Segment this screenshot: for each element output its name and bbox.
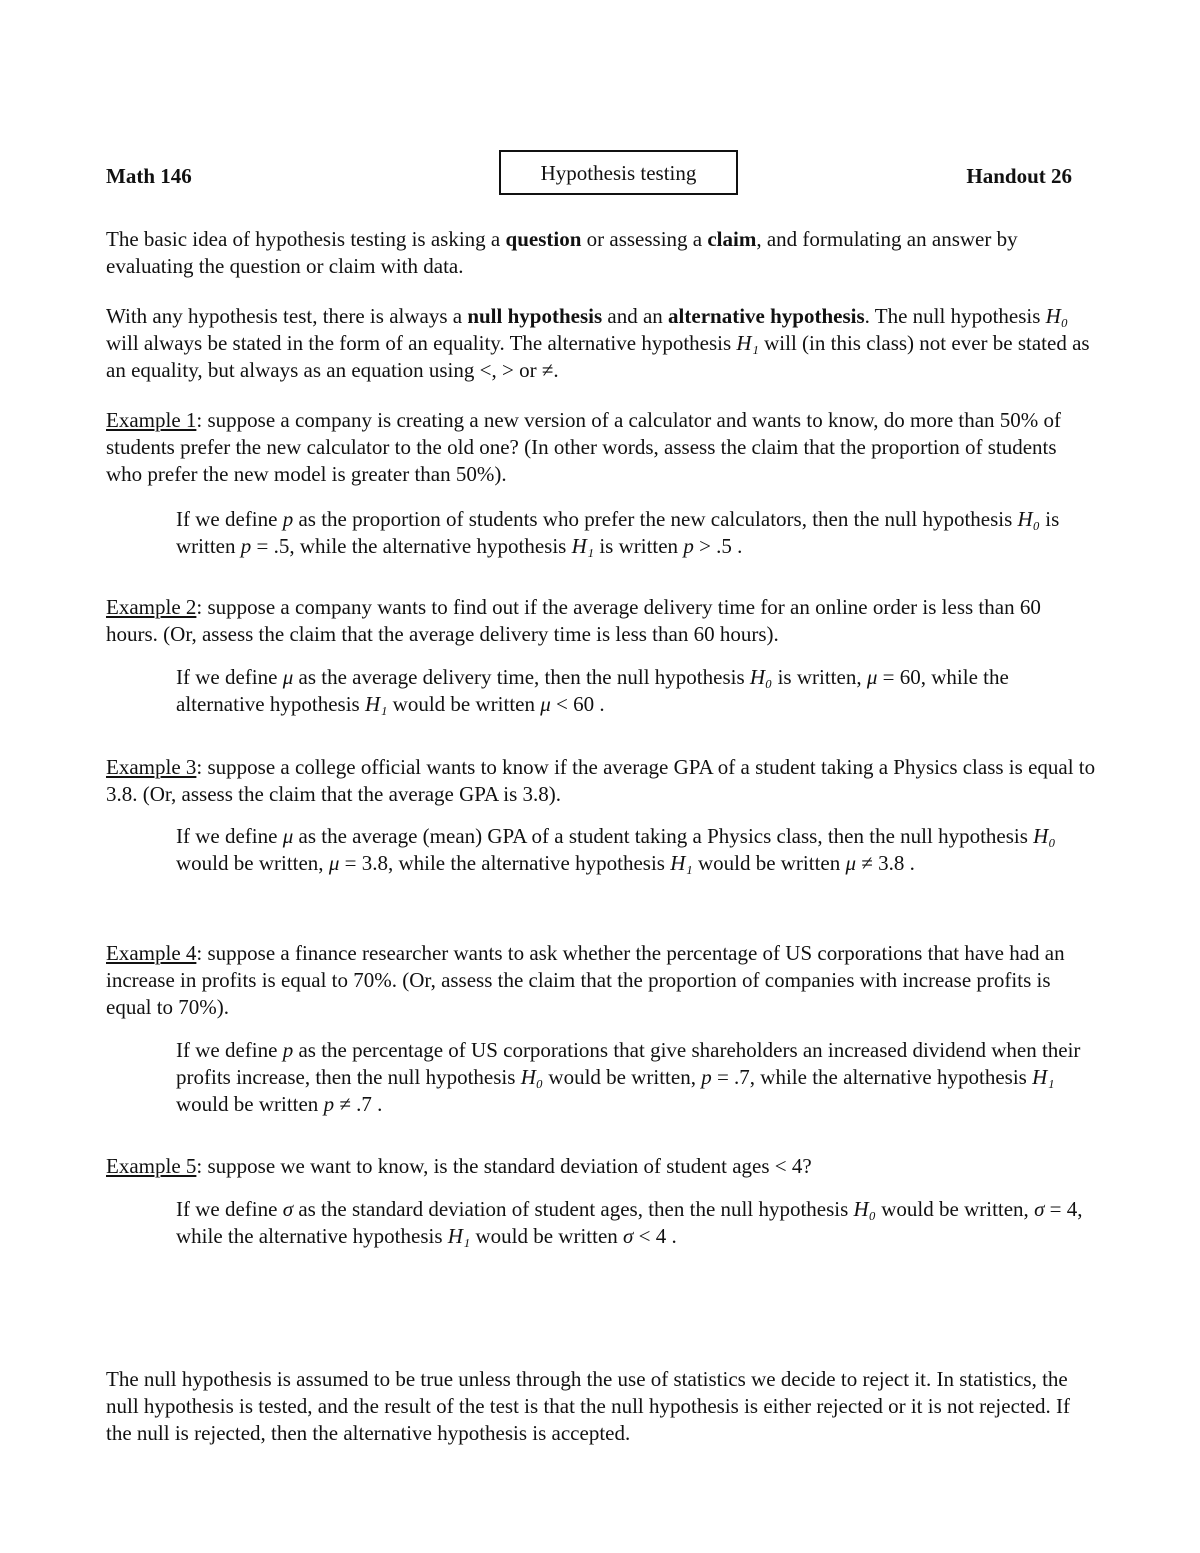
answer-text: = 60, while the alternative hypothesis — [176, 665, 1009, 716]
answer-text: would be written — [387, 692, 541, 716]
variable-symbol: σ — [623, 1224, 634, 1248]
example-2-answer — [176, 664, 1096, 718]
variable-symbol: μ — [328, 851, 340, 875]
example-3-question — [106, 754, 1096, 808]
answer-text: is written — [594, 534, 684, 558]
term-claim: claim — [707, 227, 757, 251]
term-null-hypothesis: null hypothesis — [467, 304, 603, 328]
answer-text: is written, — [772, 665, 867, 689]
answer-text: If we define — [176, 507, 283, 531]
variable-symbol: σ — [282, 1197, 294, 1221]
variable-symbol: μ — [282, 824, 294, 848]
intro-text: The basic idea of hypothesis testing is asking a — [106, 227, 506, 251]
variable-symbol: p — [282, 1038, 294, 1062]
variable-symbol: μ — [866, 665, 878, 689]
example-2-question — [106, 594, 1096, 648]
example-label: Example 2 — [106, 595, 197, 619]
example-label: Example 4 — [106, 941, 197, 965]
symbol-h0: H₀ — [1045, 304, 1069, 328]
example-1-question — [106, 407, 1096, 488]
document-title: Hypothesis testing — [499, 150, 738, 195]
course-name: Math 146 — [106, 164, 192, 188]
answer-text: as the proportion of students who prefer the new calculators, then the null hypothesis — [293, 507, 1018, 531]
example-text: : suppose we want to know, is the standard deviation of student ages < 4? — [196, 1154, 812, 1178]
symbol-h0: H₀ — [1033, 824, 1056, 848]
example-text: : suppose a college official wants to know if the average GPA of a student taking a Physics class is equal to 3.8. (Or, assess the claim that the average GPA is 3.8). — [106, 755, 1096, 806]
variable-symbol: p — [701, 1065, 712, 1089]
intro-text: will always be stated in the form of an equality. The alternative hypothesis — [106, 331, 737, 355]
intro-text: . The null hypothesis — [864, 304, 1046, 328]
answer-text: would be written, — [876, 1197, 1035, 1221]
symbol-h1: H₁ — [736, 331, 759, 355]
symbol-h0: H₀ — [853, 1197, 876, 1221]
answer-text: would be written — [692, 851, 846, 875]
answer-text: is written — [176, 507, 1060, 558]
answer-text: = 3.8, while the alternative hypothesis — [339, 851, 671, 875]
answer-text: If we define — [176, 1197, 283, 1221]
symbol-h1: H₁ — [1032, 1065, 1055, 1089]
intro-text: and an — [602, 304, 669, 328]
answer-text: < 4 . — [633, 1224, 677, 1248]
variable-symbol: p — [240, 534, 252, 558]
answer-text: If we define — [176, 665, 283, 689]
example-4-answer — [176, 1037, 1096, 1118]
intro-text: or assessing a — [581, 227, 708, 251]
answer-text: = 4, while the alternative hypothesis — [176, 1197, 1083, 1248]
example-text: : suppose a company wants to find out if the average delivery time for an online order is less than 60 hours. (Or, assess the claim that the average delivery time is less than 60 hours). — [106, 595, 1041, 646]
intro-text: , and formulating an answer by evaluating the question or claim with data. — [106, 227, 1018, 278]
symbol-h0: H₀ — [749, 665, 773, 689]
example-1-answer — [176, 506, 1096, 560]
example-label: Example 1 — [106, 408, 197, 432]
example-text: : suppose a company is creating a new version of a calculator and wants to know, do more than 50% of students prefer the new calculator to the old one? (In other words, assess the claim that the proportion of students who prefer the new model is greater than 50%). — [106, 408, 1062, 486]
intro-text: With any hypothesis test, there is always a — [106, 304, 468, 328]
handout-header — [106, 150, 1072, 200]
answer-text: ≠ 3.8 . — [856, 851, 915, 875]
answer-text: > .5 . — [693, 534, 743, 558]
answer-text: as the average (mean) GPA of a student taking a Physics class, then the null hypothesis — [293, 824, 1034, 848]
symbol-h1: H₁ — [670, 851, 693, 875]
example-4-question — [106, 940, 1096, 1021]
answer-text: would be written — [176, 1092, 324, 1116]
answer-text: = .7, while the alternative hypothesis — [711, 1065, 1033, 1089]
example-text: : suppose a finance researcher wants to ask whether the percentage of US corporations that have had an increase in profits is equal to 70%. (Or, assess the claim that the proportion of companies with increase profits is equal to 70%). — [106, 941, 1065, 1019]
intro-paragraph-1 — [106, 226, 1096, 280]
handout-number: Handout 26 — [966, 164, 1072, 188]
symbol-h0: H₀ — [520, 1065, 544, 1089]
answer-text: ≠ .7 . — [334, 1092, 383, 1116]
answer-text: would be written, — [543, 1065, 702, 1089]
example-3-answer — [176, 823, 1096, 877]
symbol-h1: H₁ — [447, 1224, 471, 1248]
term-alternative-hypothesis: alternative hypothesis — [668, 304, 865, 328]
example-5-question — [106, 1153, 1096, 1180]
intro-paragraph-2 — [106, 303, 1096, 384]
variable-symbol: μ — [540, 692, 551, 716]
symbol-h1: H₁ — [364, 692, 388, 716]
variable-symbol: σ — [1034, 1197, 1045, 1221]
answer-text: would be written — [470, 1224, 624, 1248]
symbol-h0: H₀ — [1017, 507, 1040, 531]
variable-symbol: p — [323, 1092, 335, 1116]
variable-symbol: μ — [282, 665, 294, 689]
answer-text: as the percentage of US corporations that give shareholders an increased dividend when their profits increase, then the null hypothesis — [176, 1038, 1081, 1089]
variable-symbol: μ — [845, 851, 857, 875]
answer-text: would be written, — [176, 851, 329, 875]
answer-text: < 60 . — [550, 692, 605, 716]
example-5-answer — [176, 1196, 1096, 1250]
answer-text: If we define — [176, 824, 283, 848]
answer-text: as the average delivery time, then the null hypothesis — [293, 665, 750, 689]
closing-paragraph: The null hypothesis is assumed to be true unless through the use of statistics we decide to reject it. In statistics, the null hypothesis is tested, and the result of the test is that the null hypothesis is either rejected or it is not rejected. If the null is rejected, then the alternative hypothesis is accepted. — [106, 1367, 1071, 1445]
example-label: Example 5 — [106, 1154, 197, 1178]
answer-text: If we define — [176, 1038, 283, 1062]
example-label: Example 3 — [106, 755, 197, 779]
answer-text: = .5, while the alternative hypothesis — [251, 534, 572, 558]
answer-text: as the standard deviation of student ages, then the null hypothesis — [293, 1197, 854, 1221]
symbol-h1: H₁ — [571, 534, 595, 558]
term-question: question — [505, 227, 582, 251]
intro-text: will (in this class) not ever be stated as an equality, but always as an equation using <, > or ≠. — [106, 331, 1090, 382]
variable-symbol: p — [683, 534, 694, 558]
variable-symbol: p — [282, 507, 294, 531]
